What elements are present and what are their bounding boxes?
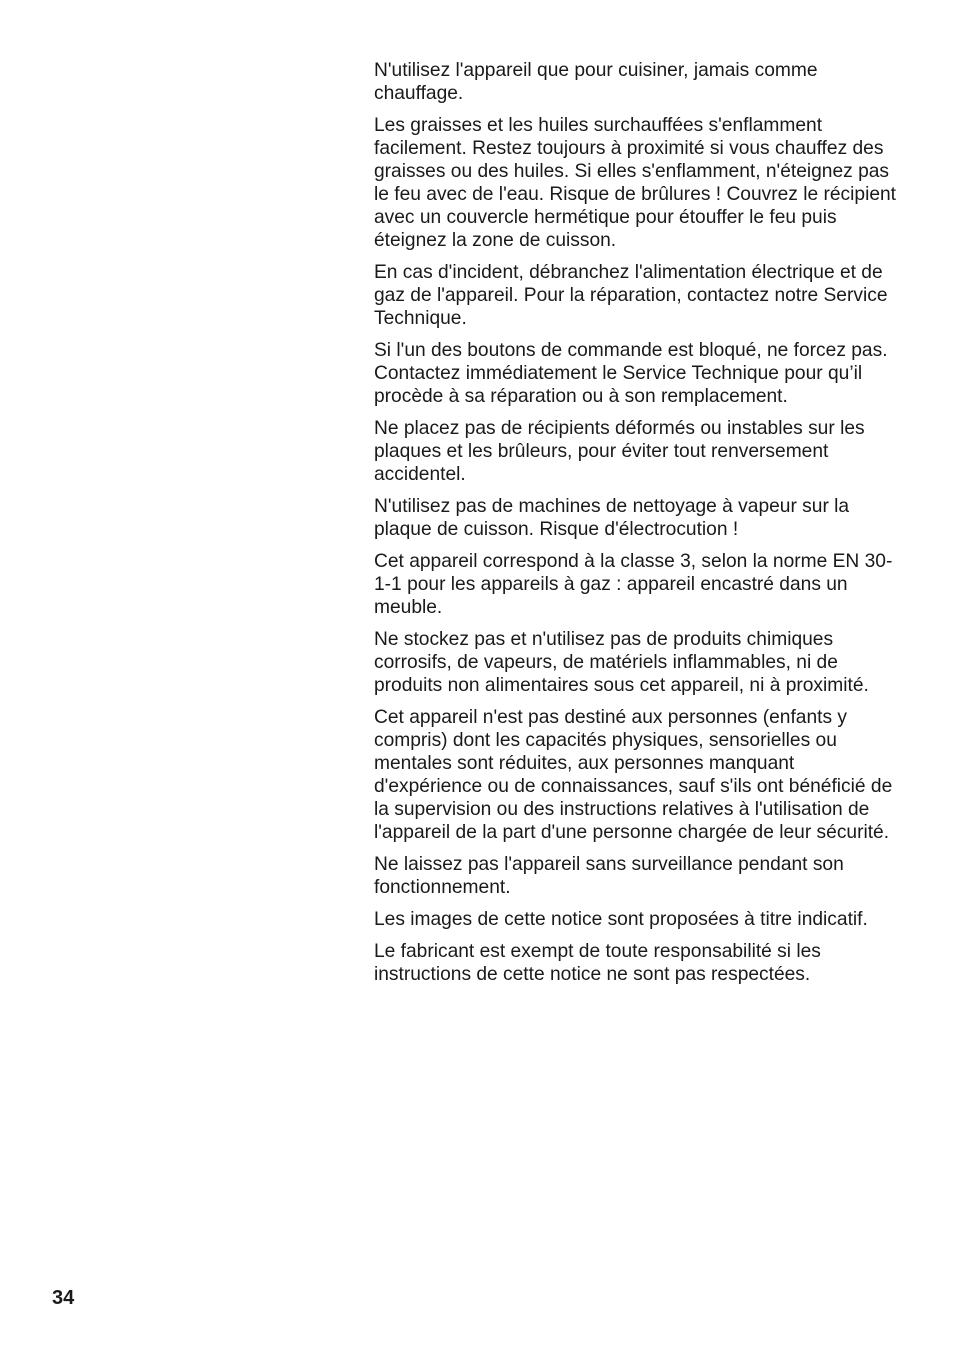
paragraph-supervision: Ne laissez pas l'appareil sans surveillance pendant son fonctionnement.	[374, 854, 844, 898]
page-number: 34	[52, 1287, 75, 1309]
paragraph-steam-cleaning: N'utilisez pas de machines de nettoyage à vapeur sur la plaque de cuisson. Risque d'électrocution !	[374, 496, 850, 540]
paragraph-storage: Ne stockez pas et n'utilisez pas de produits chimiques corrosifs, de vapeurs, de matériels inflammables, ni de produits non alimentaires sous cet appareil, ni à proximité.	[374, 629, 869, 696]
safety-instructions	[374, 59, 904, 995]
paragraph-persons: Cet appareil n'est pas destiné aux personnes (enfants y compris) dont les capacités physiques, sensorielles ou mentales sont réduites, aux personnes manquant d'expérience ou de connaissances, sauf s'ils ont bénéficié de la supervision ou des instructions relatives à l'utilisation de l'appareil de la part d'une personne chargée de leur sécurité.	[374, 707, 893, 843]
paragraph-usage: N'utilisez l'appareil que pour cuisiner, jamais comme chauffage.	[374, 60, 818, 104]
paragraph-liability: Le fabricant est exempt de toute responsabilité si les instructions de cette notice ne sont pas respectées.	[374, 941, 821, 985]
paragraph-blocked-button: Si l'un des boutons de commande est bloqué, ne forcez pas. Contactez immédiatement le Service Technique pour qu’il procède à sa réparation ou à son remplacement.	[374, 340, 888, 407]
paragraph-containers: Ne placez pas de récipients déformés ou instables sur les plaques et les brûleurs, pour éviter tout renversement accidentel.	[374, 418, 865, 485]
paragraph-images: Les images de cette notice sont proposées à titre indicatif.	[374, 909, 868, 930]
paragraph-grease-fire: Les graisses et les huiles surchauffées s'enflamment facilement. Restez toujours à proximité si vous chauffez des graisses ou des huiles. Si elles s'enflamment, n'éteignez pas le feu avec de l'eau. Risque de brûlures ! Couvrez le récipient avec un couvercle hermétique pour étouffer le feu puis éteignez la zone de cuisson.	[374, 115, 897, 251]
paragraph-incident: En cas d'incident, débranchez l'alimentation électrique et de gaz de l'appareil. Pour la réparation, contactez notre Service Technique.	[374, 262, 888, 329]
paragraph-appliance-class: Cet appareil correspond à la classe 3, selon la norme EN 30-1-1 pour les appareils à gaz : appareil encastré dans un meuble.	[374, 551, 893, 618]
